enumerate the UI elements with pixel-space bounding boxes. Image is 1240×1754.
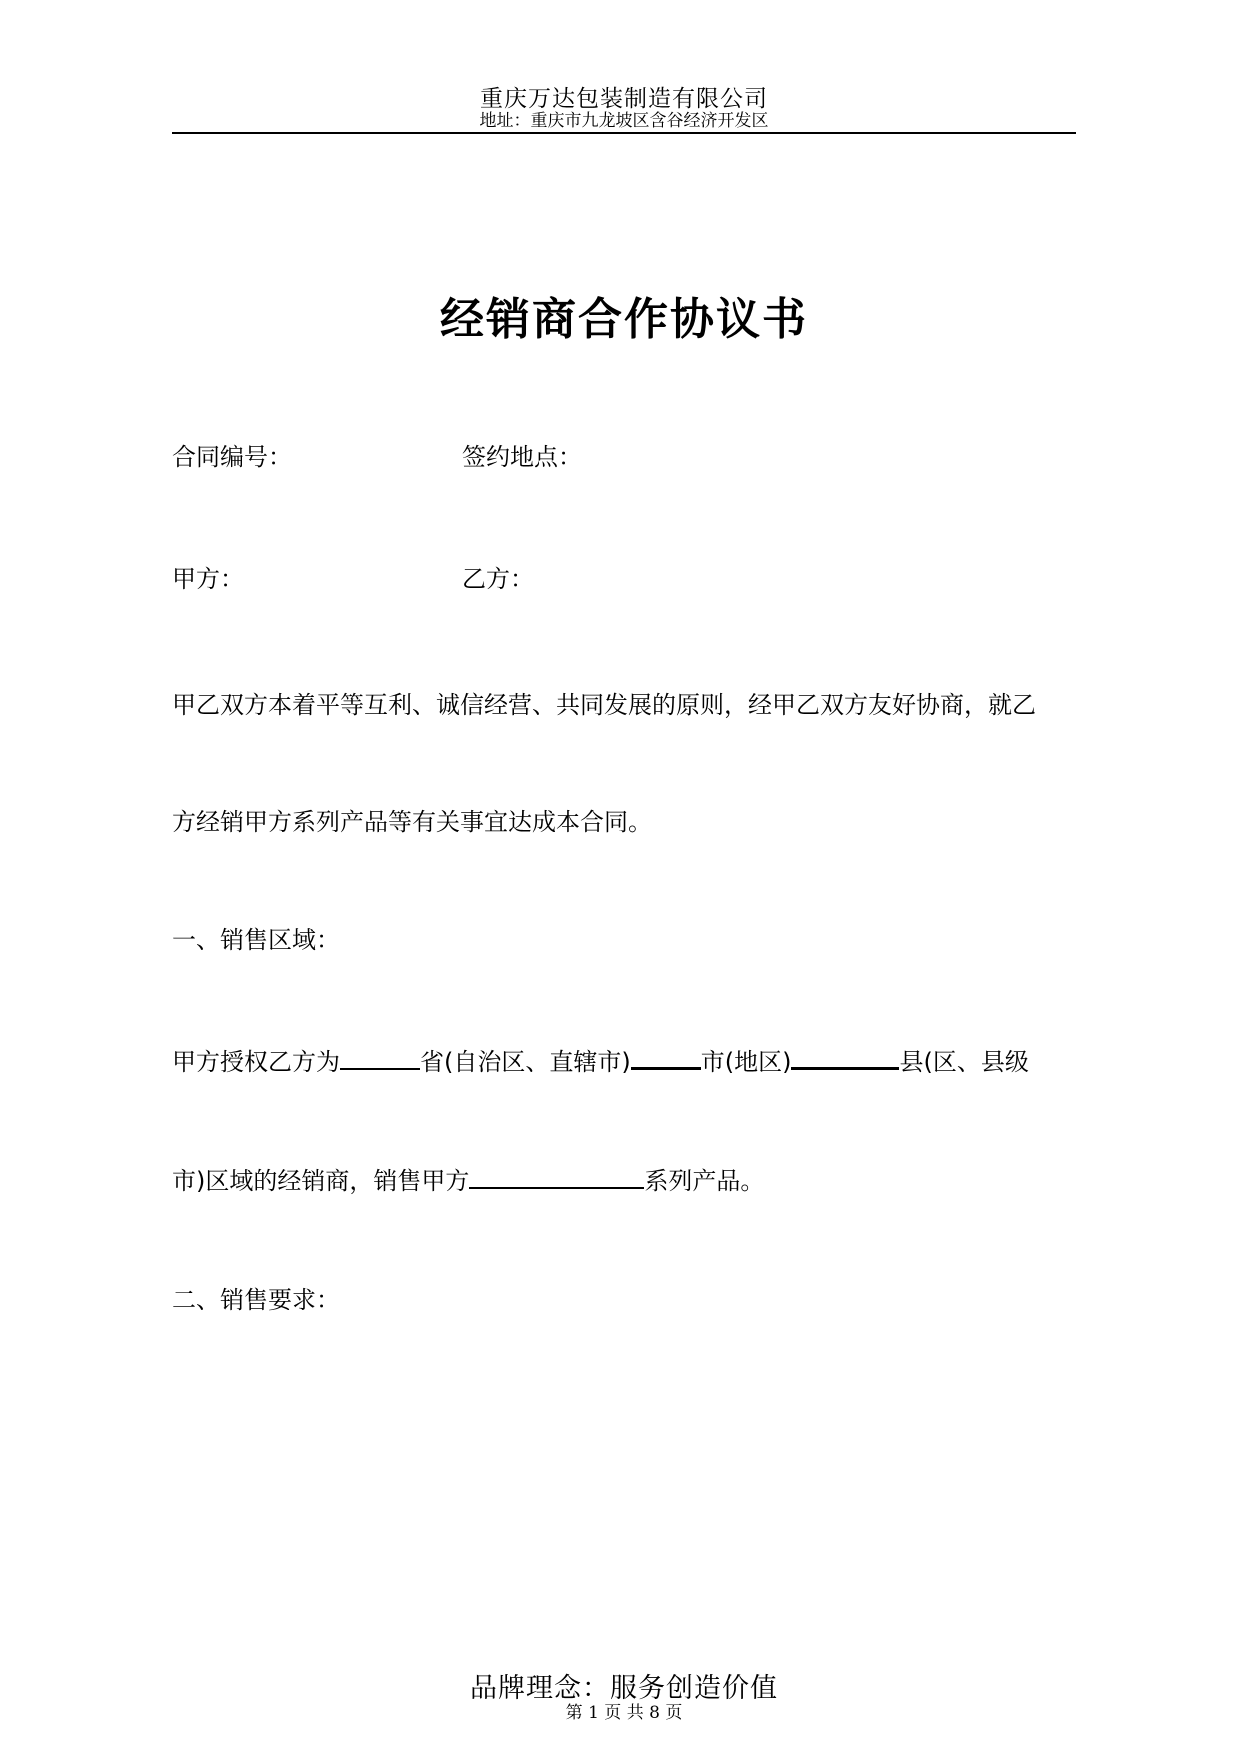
region-clause-line-1: [172, 1043, 1029, 1079]
section-1-heading: 一、销售区域：: [172, 926, 340, 954]
party-b-label: 乙方：: [462, 565, 534, 593]
intro-line-1: 甲乙双方本着平等互利、诚信经营、共同发展的原则，经甲乙双方友好协商，就乙: [172, 691, 1036, 719]
product-series-blank[interactable]: [469, 1163, 644, 1189]
intro-line-2: 方经销甲方系列产品等有关事宜达成本合同。: [172, 808, 652, 836]
region-clause-line-2: [172, 1163, 764, 1198]
region-text-4: 县(区、县级: [899, 1048, 1029, 1076]
province-blank[interactable]: [340, 1044, 420, 1070]
region-text-3: 市(地区): [700, 1048, 792, 1076]
header-company-name: 重庆万达包装制造有限公司: [480, 86, 768, 112]
city-blank[interactable]: [631, 1043, 701, 1070]
region-text-6: 系列产品。: [644, 1167, 765, 1195]
section-2-heading: 二、销售要求：: [172, 1286, 340, 1314]
region-text-5: 市)区域的经销商，销售甲方: [172, 1167, 470, 1195]
page-number: 第 1 页 共 8 页: [565, 1703, 683, 1723]
county-blank[interactable]: [791, 1043, 899, 1070]
document-title: 经销商合作协议书: [440, 294, 808, 345]
page-header: [172, 84, 1076, 131]
sign-place-label: 签约地点：: [462, 443, 582, 471]
contract-no-label: 合同编号：: [172, 443, 292, 471]
header-divider: [172, 132, 1076, 134]
region-text-1: 甲方授权乙方为: [172, 1048, 340, 1076]
header-address: 地址：重庆市九龙坡区含谷经济开发区: [479, 111, 769, 131]
region-text-2: 省(自治区、直辖市): [420, 1048, 631, 1076]
party-a-label: 甲方：: [172, 565, 244, 593]
page-footer: [172, 1672, 1076, 1724]
footer-slogan: 品牌理念：服务创造价值: [470, 1673, 778, 1704]
